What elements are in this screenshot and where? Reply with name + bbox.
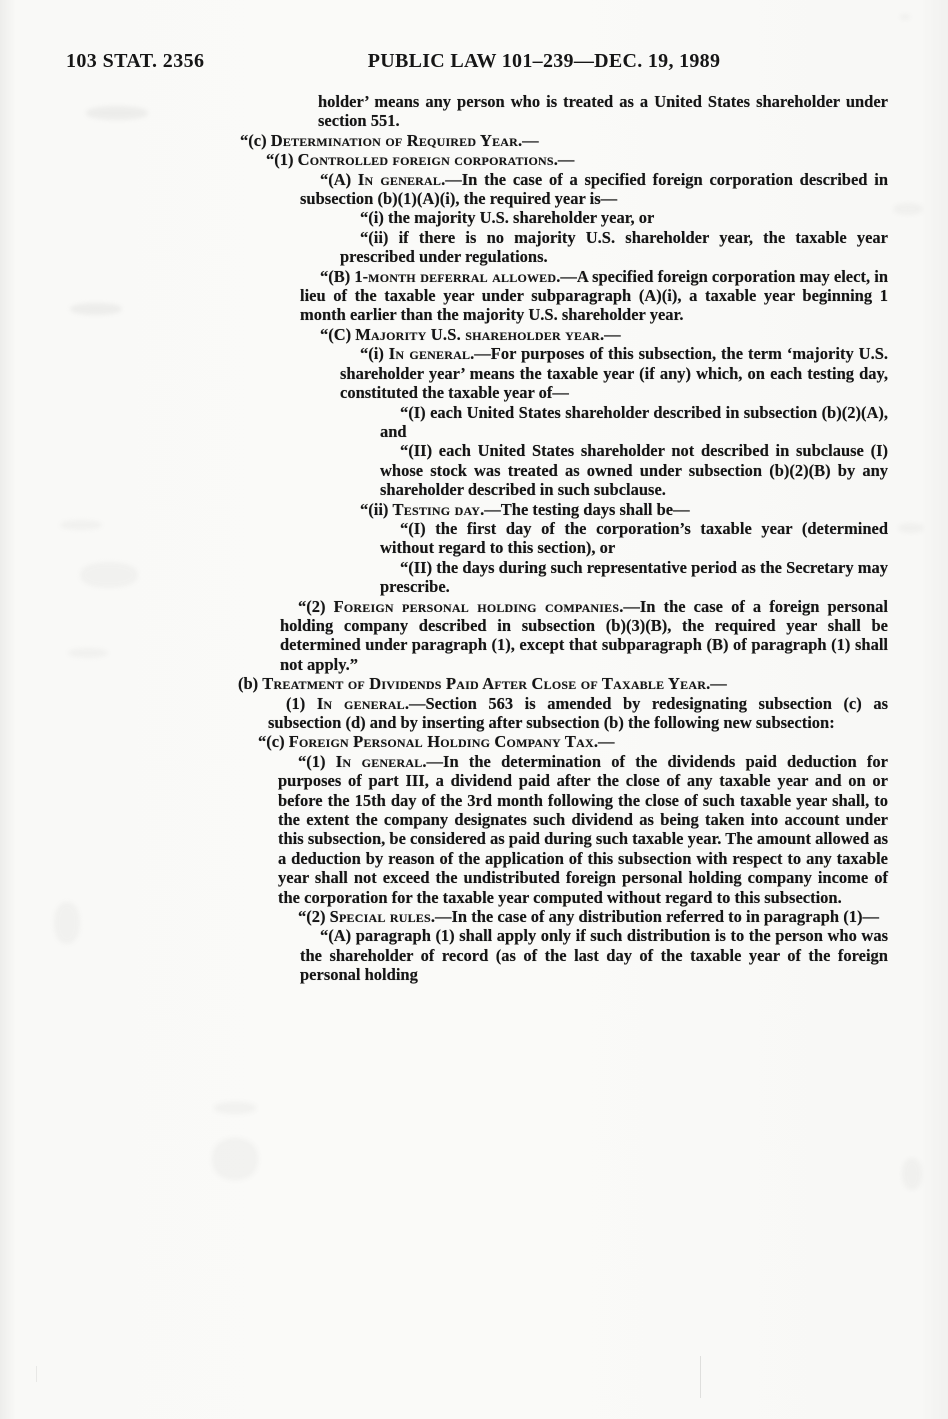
page-number-stat-citation: 103 STAT. 2356 [66, 50, 205, 72]
paragraph-3 [300, 170, 888, 209]
text-run: .— [553, 150, 575, 170]
text-run: .—For purposes of this subsection, the term ‘majority U.S. shareholder year’ means the taxable year (if any) which, on each testing day, constituted the taxable year of— [340, 344, 888, 403]
scan-artifact [900, 14, 910, 20]
scan-artifact [212, 1138, 258, 1180]
text-run: .—In the determination of the dividends paid deduction for purposes of part III, a dividend paid after the close of any taxable year and on or before the 15th day of the 3rd month following the close of such taxable year shall, to the extent the company designates such dividend as being taken into account under this subsection, be considered as paid during such taxable year. The amount allowed as a deduction by reason of the application of this subsection with respect to any taxable year shall not exceed the undistributed foreign personal holding company income of the corporation for the taxable year computed without regard to this subsection. [278, 751, 888, 907]
scan-artifact [86, 106, 148, 120]
text-run: “(I) the first day of the corporation’s taxable year (determined without regard to this section), or [380, 518, 888, 558]
text-run: “(II) each United States shareholder not described in subclause (I) whose stock was treated as owned under subsection (b)(2)(B) by any shareholder described in such subclause. [380, 441, 888, 500]
text-run: “(i) the majority U.S. shareholder year, or [360, 208, 655, 228]
text-run: “(1) [266, 150, 298, 170]
scan-artifact [902, 1158, 922, 1190]
paragraph-18 [278, 752, 888, 907]
scan-artifact [893, 203, 923, 215]
text-run: .—The testing days shall be— [480, 499, 690, 519]
text-run: “(A) [320, 169, 358, 189]
small-caps-run: In general [316, 693, 405, 713]
scan-artifact [36, 1366, 37, 1382]
small-caps-run: In general [388, 344, 471, 364]
text-run: .—In the case of a specified foreign corporation described in subsection (b)(1)(A)(i), the required year is— [300, 169, 888, 209]
scan-artifact [80, 562, 138, 588]
paragraph-14 [280, 597, 888, 675]
scan-artifact [60, 520, 102, 530]
text-run: “(i) [360, 344, 389, 364]
text-run: .—In the case of a foreign personal holding company described in subsection (b)(3)(B), the required year shall be determined under paragraph (1), except that subparagraph (B) of paragraph (1) shall not apply.” [280, 596, 888, 674]
small-caps-run: In general [357, 169, 442, 189]
small-caps-run: Foreign personal holding companies [333, 596, 620, 616]
text-run: “(I) each United States shareholder described in subsection (b)(2)(A), and [380, 402, 888, 441]
scan-artifact [70, 303, 122, 315]
text-run: .— [599, 324, 621, 344]
paragraph-19 [278, 907, 888, 926]
text-run: .— [593, 732, 615, 752]
paragraph-1 [240, 131, 888, 150]
paragraph-5 [340, 228, 888, 267]
small-caps-run: Special rules [329, 907, 431, 927]
text-run: (b) [238, 674, 263, 694]
paragraph-11 [340, 500, 888, 519]
paragraph-9 [380, 403, 888, 442]
text-run: .—A specified foreign corporation may elect, in lieu of the taxable year under subparagraph (A)(i), a taxable year beginning 1 month earlier than the majority U.S. shareholder year. [300, 266, 889, 325]
scan-artifact [54, 902, 80, 944]
small-caps-run: Controlled foreign corporations [297, 150, 554, 170]
paragraph-8 [340, 344, 888, 402]
paragraph-6 [300, 267, 888, 325]
paragraph-4 [340, 208, 888, 227]
paragraph-17 [240, 732, 888, 751]
paragraph-15 [218, 674, 888, 693]
statute-text [218, 92, 888, 985]
text-run: “(c) [240, 130, 271, 150]
scan-artifact [898, 523, 924, 533]
small-caps-run: month deferral allowed [368, 266, 557, 286]
text-run: .— [706, 674, 727, 694]
paragraph-7 [300, 325, 888, 344]
small-caps-run: Determination of Required Year [270, 130, 519, 150]
text-run: “(2) [298, 907, 330, 927]
text-run: “(ii) [360, 499, 393, 519]
paragraph-0 [318, 92, 888, 131]
text-run: “(B) 1- [320, 266, 369, 286]
paragraph-2 [248, 150, 888, 169]
small-caps-run: Majority U.S. shareholder year [355, 324, 600, 344]
text-run: “(c) [258, 732, 289, 752]
running-head-public-law-title: PUBLIC LAW 101–239—DEC. 19, 1989 [367, 50, 721, 72]
scan-artifact [214, 1102, 256, 1114]
text-run: .— [518, 130, 539, 150]
text-run: (1) [286, 693, 317, 713]
text-run: “(II) the days during such representative period as the Secretary may prescribe. [380, 557, 888, 597]
text-run: “(1) [298, 751, 336, 771]
paragraph-20 [300, 926, 888, 984]
paragraph-16 [268, 694, 888, 733]
text-run: holder’ means any person who is treated as a United States shareholder under section 551. [318, 92, 888, 131]
paragraph-13 [380, 558, 888, 597]
small-caps-run: Treatment of Dividends Paid After Close of Taxable Year [262, 674, 707, 694]
scan-artifact [700, 1356, 701, 1398]
small-caps-run: In general [335, 751, 423, 771]
paragraph-12 [380, 519, 888, 558]
paragraph-10 [380, 441, 888, 499]
text-run: “(A) paragraph (1) shall apply only if such distribution is to the person who was the shareholder of record (as of the last day of the taxable year of the foreign personal holding [300, 926, 888, 985]
text-run: .—Section 563 is amended by redesignating subsection (c) as subsection (d) and by inserting after subsection (b) the following new subsection: [268, 693, 888, 732]
text-run: “(ii) if there is no majority U.S. shareholder year, the taxable year prescribed under regulations. [340, 227, 888, 267]
text-run: .—In the case of any distribution referred to in paragraph (1)— [430, 907, 879, 927]
small-caps-run: Foreign Personal Holding Company Tax [288, 732, 594, 752]
small-caps-run: Testing day [392, 499, 481, 519]
scan-artifact [68, 648, 108, 658]
text-run: “(C) [320, 324, 356, 344]
text-run: “(2) [298, 596, 334, 616]
